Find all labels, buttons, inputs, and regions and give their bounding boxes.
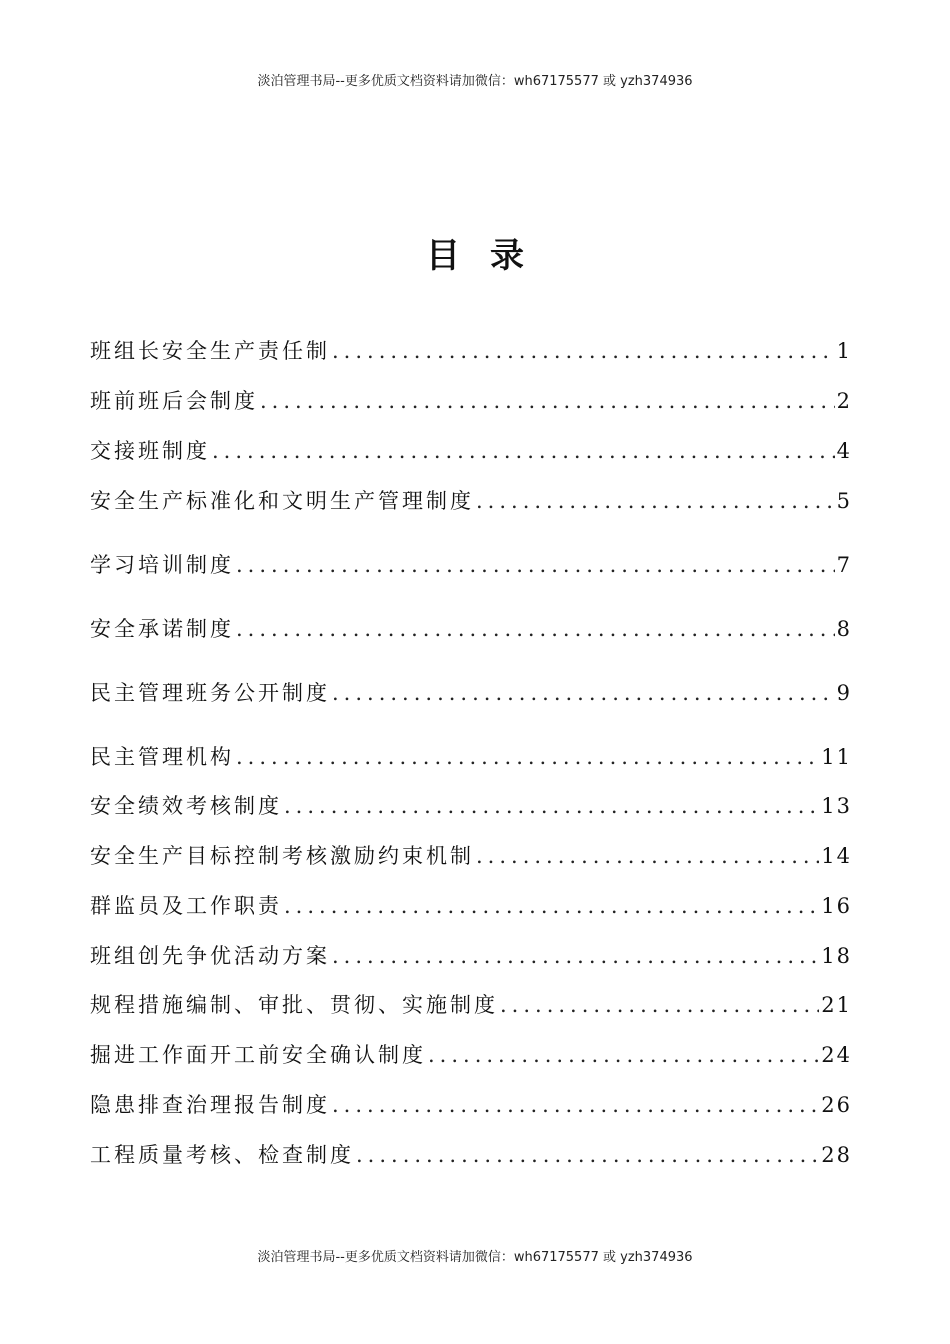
toc-dot-leader (332, 941, 819, 971)
toc-dot-leader (332, 678, 835, 708)
toc-dot-leader (500, 990, 819, 1020)
toc-dot-leader (236, 742, 819, 772)
toc-entry-page: 28 (821, 1143, 852, 1167)
toc-entry[interactable] (90, 386, 852, 416)
toc-entry[interactable] (90, 614, 852, 644)
toc-entry-page: 7 (836, 553, 852, 577)
toc-entry[interactable] (90, 742, 852, 772)
toc-entry-page: 18 (821, 944, 852, 968)
toc-entry-title: 民主管理班务公开制度 (90, 681, 330, 705)
toc-entry[interactable] (90, 841, 852, 871)
toc-entry-title: 交接班制度 (90, 439, 210, 463)
toc-entry[interactable] (90, 550, 852, 580)
toc-dot-leader (236, 614, 835, 644)
toc-entry[interactable] (90, 678, 852, 708)
toc-dot-leader (356, 1140, 819, 1170)
toc-entry-title: 掘进工作面开工前安全确认制度 (90, 1043, 426, 1067)
toc-entry[interactable] (90, 791, 852, 821)
toc-entry-title: 班组创先争优活动方案 (90, 944, 330, 968)
toc-dot-leader (236, 550, 835, 580)
toc-entry-page: 2 (836, 389, 852, 413)
toc-entry[interactable] (90, 941, 852, 971)
toc-entry[interactable] (90, 486, 852, 516)
toc-entry-title: 安全生产目标控制考核激励约束机制 (90, 844, 474, 868)
toc-entry-title: 隐患排查治理报告制度 (90, 1093, 330, 1117)
toc-entry[interactable] (90, 1140, 852, 1170)
toc-entry-title: 学习培训制度 (90, 553, 234, 577)
toc-entry[interactable] (90, 336, 852, 366)
page-title: 目录 (426, 236, 554, 276)
page-header: 淡泊管理书局--更多优质文档资料请加微信：wh67175577 或 yzh374936 (257, 74, 693, 89)
toc-entry-title: 群监员及工作职责 (90, 894, 282, 918)
toc-entry-page: 4 (836, 439, 852, 463)
toc-entry-page: 14 (821, 844, 852, 868)
toc-entry-title: 班组长安全生产责任制 (90, 339, 330, 363)
toc-entry[interactable] (90, 436, 852, 466)
toc-dot-leader (476, 486, 835, 516)
toc-dot-leader (476, 841, 819, 871)
toc-entry[interactable] (90, 1040, 852, 1070)
toc-entry-title: 班前班后会制度 (90, 389, 258, 413)
toc-entry-page: 13 (821, 794, 852, 818)
toc-entry-title: 工程质量考核、检查制度 (90, 1143, 354, 1167)
toc-dot-leader (284, 791, 819, 821)
page-footer: 淡泊管理书局--更多优质文档资料请加微信：wh67175577 或 yzh374936 (257, 1250, 693, 1265)
toc-dot-leader (332, 336, 835, 366)
toc-dot-leader (428, 1040, 819, 1070)
toc-entry-page: 11 (821, 745, 852, 769)
toc-entry-page: 24 (821, 1043, 852, 1067)
toc-entry-page: 21 (821, 993, 852, 1017)
toc-entry-title: 安全生产标准化和文明生产管理制度 (90, 489, 474, 513)
toc-entry[interactable] (90, 1090, 852, 1120)
toc-entry-title: 安全绩效考核制度 (90, 794, 282, 818)
toc-entry[interactable] (90, 990, 852, 1020)
toc-entry-page: 26 (821, 1093, 852, 1117)
toc-entry-title: 规程措施编制、审批、贯彻、实施制度 (90, 993, 498, 1017)
toc-dot-leader (284, 891, 819, 921)
toc-entry[interactable] (90, 891, 852, 921)
toc-dot-leader (332, 1090, 819, 1120)
toc-entry-page: 16 (821, 894, 852, 918)
toc-entry-page: 9 (836, 681, 852, 705)
toc-entry-title: 民主管理机构 (90, 745, 234, 769)
toc-entry-page: 8 (836, 617, 852, 641)
toc-entry-page: 5 (836, 489, 852, 513)
toc-dot-leader (260, 386, 835, 416)
toc-entry-title: 安全承诺制度 (90, 617, 234, 641)
toc-dot-leader (212, 436, 835, 466)
toc-entry-page: 1 (836, 339, 852, 363)
